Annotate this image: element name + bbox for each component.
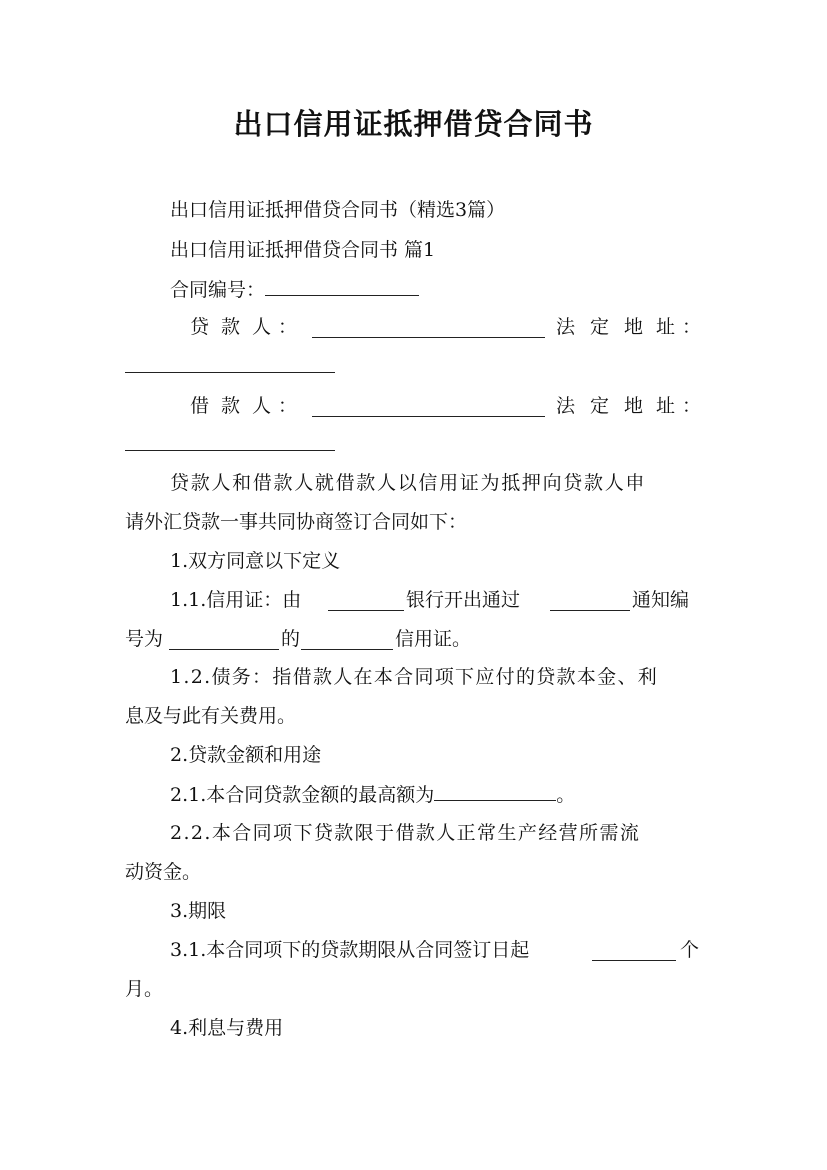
lender-char: 贷	[190, 316, 210, 338]
clause-text: 号为	[125, 628, 164, 650]
contract-number-line	[170, 277, 419, 302]
bank-blank	[328, 592, 404, 611]
contract-number-label: 合同编号：	[170, 279, 266, 301]
clause-text: 。	[556, 784, 576, 806]
clause-1-2-line1: 1.2.债务：指借款人在本合同项下应付的贷款本金、利	[170, 666, 659, 688]
borrower-char: 款	[221, 395, 241, 417]
lender-address-char: 地	[624, 316, 644, 338]
lender-address-line	[125, 354, 335, 379]
page-title: 出口信用证抵押借贷合同书	[233, 107, 594, 141]
borrower-address-char: 定	[590, 395, 610, 417]
borrower-address-blank	[125, 432, 335, 451]
borrower-address-char: 址	[656, 395, 676, 417]
section-3-heading: 3.期限	[170, 900, 227, 922]
borrower-address-char: 法	[556, 395, 576, 417]
lender-address-blank	[125, 354, 335, 373]
clause-text: 1.1.信用证：由	[170, 589, 302, 611]
lender-address-char: 法	[556, 316, 576, 338]
contract-number-blank	[265, 277, 419, 296]
section-1-heading: 1.双方同意以下定义	[170, 550, 341, 572]
borrower-name-blank	[312, 398, 545, 417]
clause-text: 个	[680, 939, 700, 961]
clause-2-1	[170, 782, 575, 807]
credit-type-blank	[301, 631, 393, 650]
borrower-char: 借	[190, 395, 210, 417]
borrower-address-char: 地	[624, 395, 644, 417]
clause-2-2-line2: 动资金。	[125, 861, 202, 883]
borrower-address-char: ：	[682, 395, 702, 417]
lender-address-char: 定	[590, 316, 610, 338]
intro-paragraph-line2: 请外汇贷款一事共同协商签订合同如下：	[125, 511, 468, 533]
clause-1-2-line2: 息及与此有关费用。	[125, 705, 297, 727]
lender-address-char: ：	[682, 316, 702, 338]
borrower-char: 人	[252, 395, 272, 417]
lender-char: 人	[252, 316, 272, 338]
lender-name-blank	[312, 319, 545, 338]
lender-char: ：	[278, 316, 298, 338]
number-blank	[169, 631, 279, 650]
clause-text: 信用证。	[395, 628, 472, 650]
subtitle: 出口信用证抵押借贷合同书（精选3篇）	[170, 199, 506, 221]
intro-paragraph-line1: 贷款人和借款人就借款人以信用证为抵押向贷款人申	[170, 472, 647, 494]
clause-text: 3.1.本合同项下的贷款期限从合同签订日起	[170, 939, 530, 961]
part-heading: 出口信用证抵押借贷合同书 篇1	[170, 239, 436, 261]
clause-text: 银行开出通过	[406, 589, 521, 611]
clause-text: 通知编	[632, 589, 690, 611]
clause-text: 2.1.本合同贷款金额的最高额为	[170, 784, 435, 806]
max-amount-blank	[434, 782, 556, 801]
lender-char: 款	[221, 316, 241, 338]
lender-address-char: 址	[656, 316, 676, 338]
advising-blank	[550, 592, 630, 611]
borrower-address-line	[125, 432, 335, 457]
clause-text: 的	[281, 628, 301, 650]
clause-3-1-line2: 月。	[125, 978, 164, 1000]
section-2-heading: 2.贷款金额和用途	[170, 744, 322, 766]
term-months-blank	[592, 942, 676, 961]
borrower-char: ：	[278, 395, 298, 417]
section-4-heading: 4.利息与费用	[170, 1017, 284, 1039]
clause-2-2-line1: 2.2.本合同项下贷款限于借款人正常生产经营所需流	[170, 822, 641, 844]
